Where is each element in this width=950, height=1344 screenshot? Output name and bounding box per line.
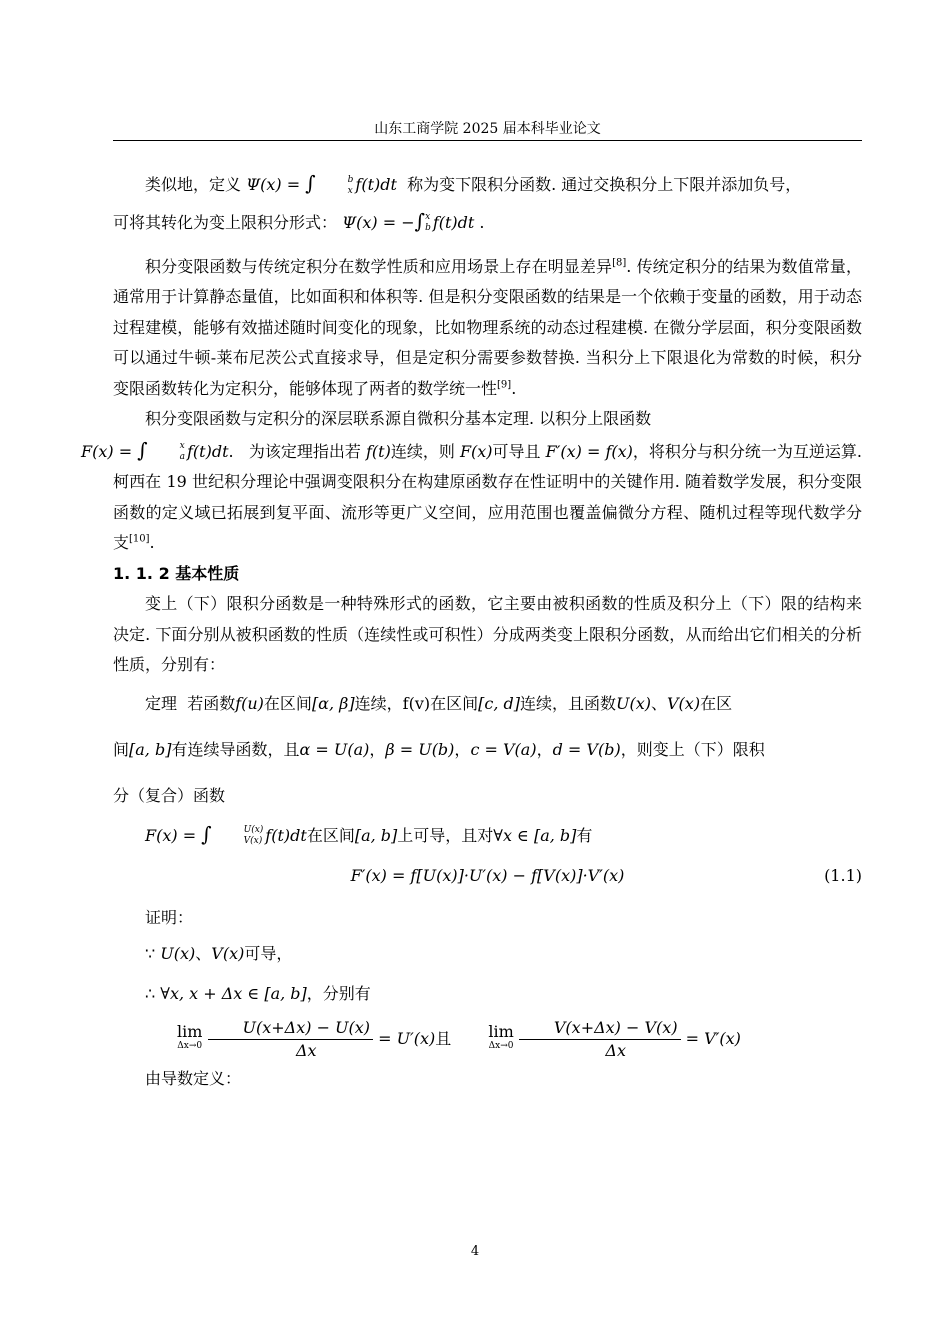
theorem-cont: 间[a, b]有连续导函数，且α = U(a)，β = U(b)，c = V(a)，d = V(b)，则变上（下）限积 分（复合）函数 [113, 739, 765, 805]
equation-1-1: F′(x) = f[U(x)]·U′(x) − f[V(x)]·V′(x) (1.1) [113, 859, 862, 893]
proof-limits: lim Δx→0 $\frac{U(x+\Delta x) - U(x)}{\Delta x}$ = U′(x)且 lim Δx→0 $\frac{V(x+\Delta x) - V(x)}{\Delta x}$ = V′(x) [177, 1017, 741, 1060]
formula-Fx: F(x) [459, 441, 493, 461]
proof-because: ∵ U(x)、V(x)可导， [145, 943, 293, 963]
running-header: 山东工商学院 2025 届本科毕业论文 [374, 121, 601, 137]
theorem-statement: F(x) = ∫ U(x) V(x) f(t)dt在区间[a, b]上可导，且对∀x ∈ [a, b]有 [145, 821, 593, 846]
citation-9[interactable]: [9] [497, 379, 512, 391]
page-body [81, 168, 863, 1094]
equation-number: (1.1) [824, 866, 862, 885]
proof-by-definition: 由导数定义： [145, 1068, 242, 1088]
page-number: 4 [470, 1244, 480, 1259]
citation-10[interactable]: [10] [129, 533, 150, 545]
paragraph-intro: 变上（下）限积分函数是一种特殊形式的函数，它主要由被积函数的性质及积分上（下）限的结构来决定. 下面分别从被积函数的性质（连续性或可积性）分成两类变上限积分函数，从而给出它们相关的分析性质，分别有： [113, 594, 862, 674]
paragraph-definition: 类似地，定义 Ψ(x) = ∫ b x f(t)dt 称为变下限积分函数. 通过交换积分上下限并添加负号， [145, 171, 802, 196]
formula-psi-upper: Ψ(x) = −∫ x b f(t)dt [342, 208, 475, 233]
header-rule [113, 140, 862, 141]
paragraph-definition-cont: 可将其转化为变上限积分形式： Ψ(x) = −∫ x b f(t)dt . [113, 208, 485, 233]
theorem: 定理 若函数f(u)在区间[α, β]连续，f(v)在区间[c, d]连续，且函数U(x)、V(x)在区 [145, 693, 733, 713]
paragraph-difference: 积分变限函数与传统定积分在数学性质和应用场景上存在明显差异[8]. 传统定积分的结果为数值常量，通常用于计算静态量值，比如面积和体积等. 但是积分变限函数的结果是一个依赖于变量的函数，用于动态过程建模，能够有效描述随时间变化的现象，比如物理系统的动态过程建模. 在微分学层面，积分变限函数可以通过牛顿-莱布尼茨公式直接求导，但是定积分需要参数替换. 当积分上下限退化为常数的时候，积分变限函数转化为定积分，能够体现了两者的数学统一性[9]. [113, 256, 862, 398]
proof-label: 证明： [145, 908, 194, 927]
section-heading: 1. 1. 2 基本性质 [113, 563, 240, 583]
proof-therefore: ∴ ∀x, x + Δx ∈ [a, b]，分别有 [145, 983, 371, 1003]
formula-psi-lower: Ψ(x) = ∫ b x f(t)dt [246, 171, 397, 196]
paragraph-connection: 积分变限函数与定积分的深层联系源自微积分基本定理. 以积分上限函数 F(x) = ∫ x a f(t)dt. 为该定理指出若 f(t)连续，则 F(x)可导且 F′(x) = f(x)，将积分与积分统一为互逆运算. 柯西在 19 世纪积分理论中强调变限积分在构建原函数存在性证明中的关键作用. 随着数学发展，积分变限函数的定义域已拓展到复平面、流形等更广义空间，应用范围也覆盖偏微分方程、随机过程等现代数学分支[10]. [81, 409, 863, 552]
formula-ft: f(t) [365, 441, 391, 461]
formula-F-def: F(x) = ∫ x a f(t)dt [81, 437, 229, 462]
citation-8[interactable]: [8] [612, 257, 627, 269]
formula-Fprime: F′(x) = f(x) [545, 441, 633, 461]
